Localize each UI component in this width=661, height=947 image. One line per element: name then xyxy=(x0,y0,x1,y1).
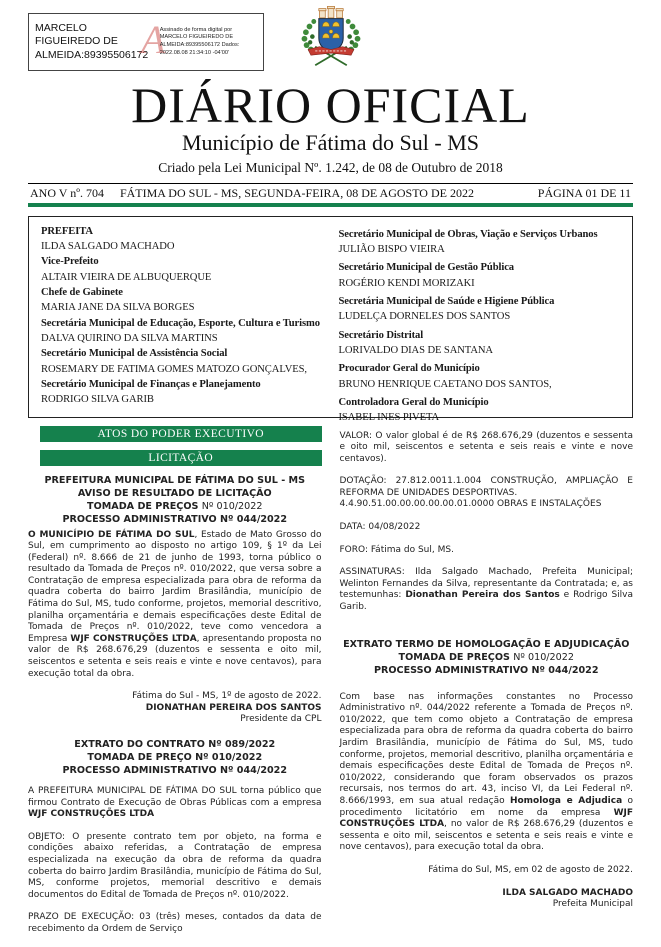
official-role: Secretária Municipal de Saúde e Higiene Pública xyxy=(338,295,555,307)
text-segment: , no valor de R$ 268.676,29 (duzentos e sessenta e oito mil, seiscentos e setenta e seis reais e vinte e nove centavos), para execução total da obra. xyxy=(339,819,633,853)
text-segment: Fátima do Sul - MS, 1º de agosto de 2022. xyxy=(132,691,322,702)
document-paragraph xyxy=(340,476,634,511)
text-segment: OBJETO: O presente contrato tem por objeto, na forma e condições abaixo referidas, a Contratação de empresa especializada na execução da obra de reforma da quadra coberta do bairro Jardim Brasilândia, município de Fátima do Sul, MS, conforme projetos, memorial descritivo e demais documentos do Edital de Tomada de Preços nº. 010/2022. xyxy=(28,831,322,900)
text-segment: TOMADA DE PREÇOS xyxy=(398,651,514,663)
page-top-strip xyxy=(0,0,661,74)
official-name: LUDELÇA DORNELES DOS SANTOS xyxy=(338,311,511,323)
coat-of-arms-icon xyxy=(295,5,367,71)
text-segment: Homologa e Adjudica xyxy=(509,795,623,806)
document-heading xyxy=(28,738,322,777)
text-segment: e Rodrigo Silva Garib. xyxy=(339,590,633,613)
document-paragraph xyxy=(340,431,634,466)
text-segment: Presidente da CPL xyxy=(240,714,322,725)
document-paragraph xyxy=(28,691,322,726)
text-segment: PROCESSO ADMINISTRATIVO Nº 044/2022 xyxy=(62,765,288,776)
document-paragraph xyxy=(340,567,634,613)
digital-signature-box xyxy=(28,13,264,71)
green-divider-rule xyxy=(28,203,633,207)
official-role: Secretária Municipal de Educação, Esporte, Cultura e Turismo xyxy=(41,317,320,329)
document-body xyxy=(0,418,661,947)
document-paragraph xyxy=(340,522,634,534)
officials-column-right xyxy=(338,224,623,424)
text-segment: FORO: Fátima do Sul, MS. xyxy=(339,544,454,555)
official-role: Secretário Distrital xyxy=(338,329,424,341)
official-role: PREFEITA xyxy=(41,225,93,237)
text-segment: Dionathan Pereira dos Santos xyxy=(405,590,560,601)
text-segment: TOMADA DE PREÇO Nº 010/2022 xyxy=(87,752,263,763)
left-column-text xyxy=(28,474,322,936)
page-indicator: PÁGINA 01 DE 11 xyxy=(537,186,631,200)
official-name: JULIÃO BISPO VIEIRA xyxy=(338,243,445,255)
text-segment: PREFEITURA MUNICIPAL DE FÁTIMA DO SUL - MS xyxy=(44,474,305,486)
page-title: DIÁRIO OFICIAL xyxy=(131,77,530,133)
section-banner-atos-executivo: ATOS DO PODER EXECUTIVO xyxy=(40,426,322,442)
text-segment: WJF CONSTRUÇÕES LTDA xyxy=(339,807,633,830)
text-segment: 4.4.90.51.00.00.00.00.00.01.0000 OBRAS E INSTALAÇÕES xyxy=(339,499,602,510)
official-role: Vice-Prefeito xyxy=(41,256,99,268)
official-name: DALVA QUIRINO DA SILVA MARTINS xyxy=(41,333,218,345)
text-segment: VALOR: O valor global é de R$ 268.676,29 (duzentos e sessenta e oito mil, seiscentos e setenta e seis reais e vinte e nove centavos). xyxy=(339,430,633,464)
section-banner-licitacao: LICITAÇÃO xyxy=(40,450,322,466)
official-role: Secretário Municipal de Obras, Viação e Serviços Urbanos xyxy=(338,228,598,240)
document-paragraph xyxy=(28,786,322,821)
official-role: Procurador Geral do Município xyxy=(338,363,480,375)
text-segment: , apresentando proposta no valor de R$ 268.676,29 (duzentos e sessenta e oito mil, seiscentos e setenta e seis reais e vinte e nove centavos), para execução total da obra. xyxy=(28,633,322,679)
text-segment: Fátima do Sul, MS, em 02 de agosto de 2022. xyxy=(428,864,633,875)
signature-details: Assinado de forma digital por MARCELO FIGUEIREDO DE ALMEIDA:89395506172 Dados: 2022.08.08 21:34:10 -04'00' xyxy=(159,26,240,56)
edition-info-bar xyxy=(28,183,633,203)
official-name: ROSEMARY DE FATIMA GOMES MATOZO GONÇALVES, xyxy=(41,363,307,375)
right-column-text xyxy=(340,431,634,911)
masthead-subtitle: Município de Fátima do Sul - MS xyxy=(182,130,479,155)
document-heading xyxy=(340,638,634,677)
document-paragraph xyxy=(28,530,322,681)
text-segment: O MUNICÍPIO DE FÁTIMA DO SUL xyxy=(28,529,195,540)
text-segment: AVISO DE RESULTADO DE LICITAÇÃO xyxy=(77,487,272,499)
text-segment: WJF CONSTRUÇÕES LTDA xyxy=(70,633,197,644)
signature-name: MARCELO FIGUEIREDO DE ALMEIDA:89395506172 xyxy=(35,22,149,61)
text-segment: PROCESSO ADMINISTRATIVO Nº 044/2022 xyxy=(373,664,599,676)
masthead xyxy=(0,77,661,176)
document-paragraph xyxy=(28,832,322,902)
edition-year-number: ANO V nº. 704 xyxy=(30,186,104,200)
official-name: ROGÉRIO KENDI MORIZAKI xyxy=(338,277,475,289)
document-paragraph xyxy=(340,545,634,557)
document-paragraph xyxy=(340,865,634,877)
official-name: ISABEL INES PIVETA xyxy=(338,412,440,424)
official-name: RODRIGO SILVA GARIB xyxy=(41,394,154,406)
official-name: ILDA SALGADO MACHADO xyxy=(41,240,175,252)
text-segment: DATA: 04/08/2022 xyxy=(339,522,421,533)
municipal-coat-of-arms xyxy=(295,5,367,76)
text-segment: PROCESSO ADMINISTRATIVO Nº 044/2022 xyxy=(62,513,288,525)
official-name: BRUNO HENRIQUE CAETANO DOS SANTOS, xyxy=(338,378,552,390)
official-name: ALTAIR VIEIRA DE ALBUQUERQUE xyxy=(41,271,212,283)
text-segment: PRAZO DE EXECUÇÃO: 03 (três) meses, contados da data de recebimento da Ordem de Serviço xyxy=(28,912,322,934)
text-segment: Nº 010/2022 xyxy=(201,500,263,512)
official-role: Chefe de Gabinete xyxy=(41,286,123,298)
body-column-left xyxy=(28,426,322,947)
text-segment: o procedimento licitatório em nome da empresa xyxy=(339,795,633,818)
body-column-right xyxy=(340,426,634,922)
official-role: Secretário Municipal de Assistência Social xyxy=(41,348,228,360)
text-segment: TOMADA DE PREÇOS xyxy=(87,500,202,512)
official-role: Secretário Municipal de Finanças e Planejamento xyxy=(41,379,261,391)
officials-box xyxy=(28,216,633,424)
text-segment: Nº 010/2022 xyxy=(513,651,574,663)
text-segment: DIONATHAN PEREIRA DOS SANTOS xyxy=(145,702,322,713)
document-paragraph xyxy=(340,888,634,911)
signature-flourish-icon: A xyxy=(141,17,166,62)
document-paragraph xyxy=(340,692,634,854)
text-segment: EXTRATO DO CONTRATO Nº 089/2022 xyxy=(74,739,276,750)
text-segment: DOTAÇÃO: 27.812.0011.1.004 CONSTRUÇÃO, AMPLIAÇÃO E REFORMA DE UNIDADES DESPORTIVAS. xyxy=(339,476,633,498)
official-role: Controladora Geral do Município xyxy=(338,397,489,409)
text-segment: WJF CONSTRUÇÕES LTDA xyxy=(28,809,155,820)
text-segment: Prefeita Municipal xyxy=(552,899,633,910)
text-segment: EXTRATO TERMO DE HOMOLOGAÇÃO E ADJUDICAÇÃO xyxy=(343,638,630,650)
official-name: LORIVALDO DIAS DE SANTANA xyxy=(338,345,493,357)
masthead-created-line: Criado pela Lei Municipal Nº. 1.242, de 08 de Outubro de 2018 xyxy=(158,160,503,175)
text-segment: ILDA SALGADO MACHADO xyxy=(502,887,633,898)
text-segment: A PREFEITURA MUNICIPAL DE FÁTIMA DO SUL torna público que firmou Contrato de Execução de Obras Públicas com a empresa xyxy=(28,786,322,808)
document-paragraph xyxy=(28,912,322,935)
text-segment: Com base nas informações constantes no Processo Administrativo nº. 044/2022 referente a Tomada de Preços nº. 010/2022, que tem como objeto a Contratação de empresa especializada para obra de reforma da quadra coberta do bairro Jardim Brasilândia, município de Fátima do Sul, MS, tudo conforme, projetos, memorial descritivo, planilha orçamentária e demais especificações deste Edital de Tomada de Preços nº. 010/2022, considerando que foram observados os prazos recursais, nos termos do art. 43, inciso VI, da Lei Federal nº. 8.666/1993, em sua atual redação xyxy=(339,691,633,806)
document-heading xyxy=(28,474,322,526)
text-segment: ASSINATURAS: Ilda Salgado Machado, Prefeita Municipal; Welinton Fernandes da Silva, representante da Contratada; e, as testemunhas: xyxy=(339,567,633,601)
officials-column-left xyxy=(41,224,325,408)
edition-date: FÁTIMA DO SUL - MS, SEGUNDA-FEIRA, 08 DE AGOSTO DE 2022 xyxy=(119,186,474,200)
text-segment: , Estado de Mato Grosso do Sul, em cumprimento ao disposto no artigo 109, § 1º da Lei (Federal) nº. 8.666 de 21 de junho de 1993, torna público o resultado da Tomada de Preços nº. 010/2022, que versa sobre a Contratação de empresa especializada para obra de reforma da quadra coberta do bairro Jardim Brasilândia, município de Fátima do Sul, MS, tudo conforme, projetos, memorial descritivo, planilha orçamentária e demais especificações deste Edital de Tomada de Preços nº. 010/2022, teve como vencedora a Empresa xyxy=(28,529,322,644)
official-role: Secretário Municipal de Gestão Pública xyxy=(338,262,514,274)
official-name: MARIA JANE DA SILVA BORGES xyxy=(41,302,195,314)
